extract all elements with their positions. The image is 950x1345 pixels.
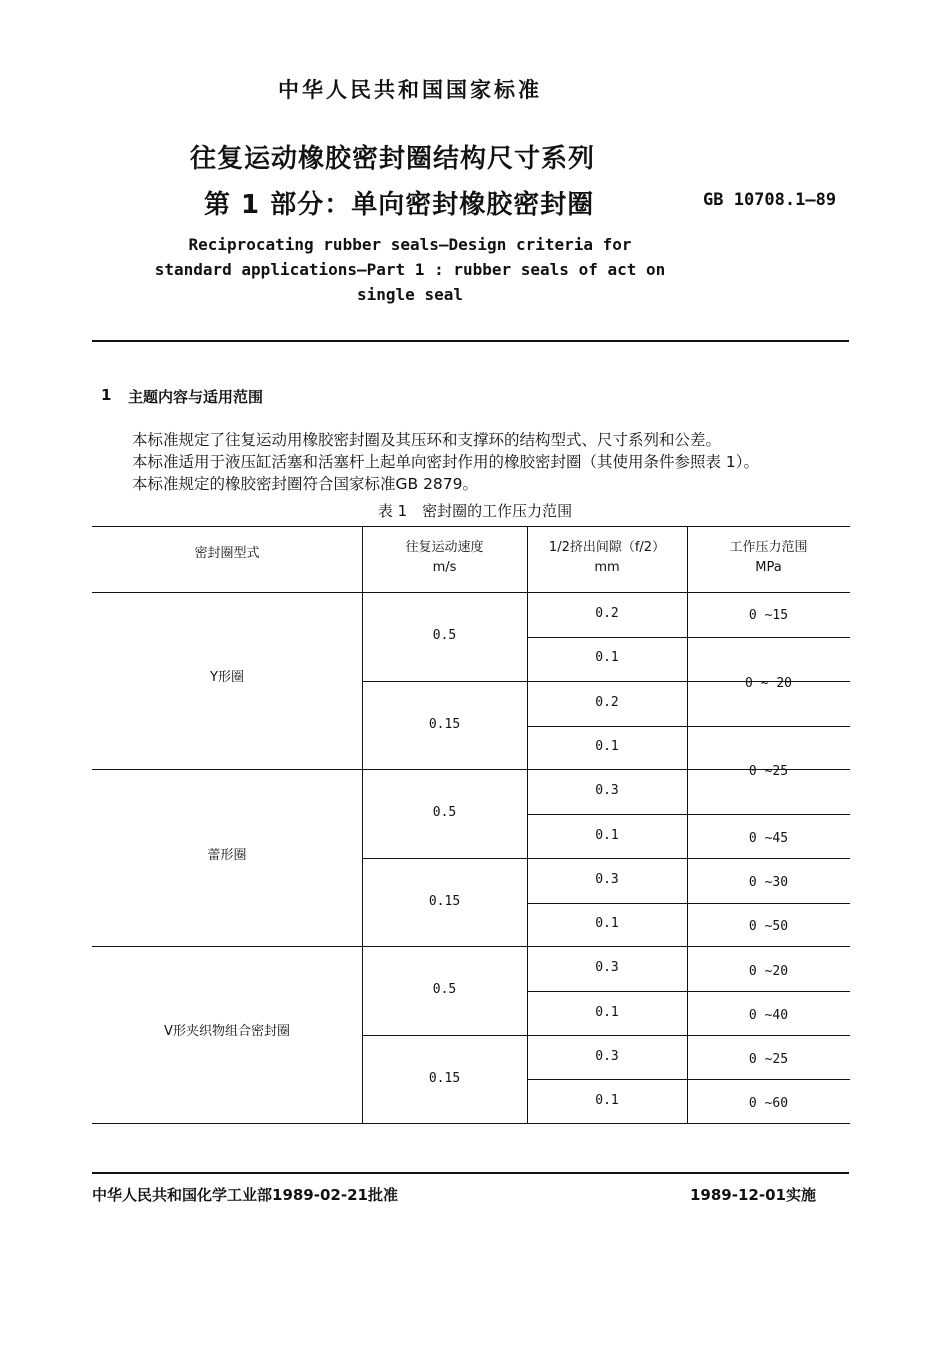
gap-cell: 0.1 xyxy=(595,1005,619,1020)
seal-type-cell: V形夹织物组合密封圈 xyxy=(164,1024,290,1039)
gap-cell: 0.3 xyxy=(595,1049,619,1064)
gap-cell: 0.1 xyxy=(595,739,619,754)
paragraph-1: 本标准规定了往复运动用橡胶密封圈及其压环和支撑环的结构型式、尺寸系列和公差。 xyxy=(132,431,722,449)
gap-cell: 0.1 xyxy=(595,1093,619,1108)
gap-divider xyxy=(527,991,687,992)
pressure-divider xyxy=(687,814,850,815)
gap-cell: 0.3 xyxy=(595,783,619,798)
pressure-cell: 0 ~20 xyxy=(748,964,789,979)
header-pressure-name: 工作压力范围 xyxy=(729,540,808,555)
footer-divider xyxy=(92,1172,849,1174)
gap-divider xyxy=(527,1079,687,1080)
pressure-cell: 0 ~45 xyxy=(748,831,789,846)
pressure-cell: 0 ~50 xyxy=(748,919,789,934)
pressure-cell: 0 ~60 xyxy=(748,1096,789,1111)
gap-cell: 0.2 xyxy=(595,606,619,621)
pressure-cell: 0 ~ 20 xyxy=(745,676,792,691)
paragraph-2: 本标准适用于液压缸活塞和活塞杆上起单向密封作用的橡胶密封圈（其使用条件参照表 1）。 xyxy=(132,453,760,471)
title-line-2: 第 1 部分：单向密封橡胶密封圈 xyxy=(204,190,595,220)
speed-cell: 0.15 xyxy=(428,1071,461,1086)
table-caption: 表 1 密封圈的工作压力范围 xyxy=(377,502,573,520)
section-number: 1 xyxy=(101,386,112,404)
gap-cell: 0.2 xyxy=(595,695,619,710)
speed-cell: 0.5 xyxy=(432,805,457,820)
title-line-1: 往复运动橡胶密封圈结构尺寸系列 xyxy=(190,144,596,174)
header-divider xyxy=(92,340,849,342)
pressure-divider xyxy=(687,991,850,992)
standard-code: GB 10708.1—89 xyxy=(703,190,837,210)
pressure-divider xyxy=(687,858,850,859)
table-top-border xyxy=(92,526,850,527)
header-pressure-unit: MPa xyxy=(755,560,782,575)
column-divider-1 xyxy=(362,526,363,1123)
header-speed-unit: m/s xyxy=(432,560,457,575)
speed-cell: 0.5 xyxy=(432,628,457,643)
pressure-divider xyxy=(687,1035,850,1036)
pressure-cell: 0 ~25 xyxy=(748,764,789,779)
english-title: Reciprocating rubber seals—Design criteria for standard applications—Part 1 : rubber seals of act on single seal xyxy=(154,235,666,304)
pressure-cell: 0 ~30 xyxy=(748,875,789,890)
gap-cell: 0.1 xyxy=(595,916,619,931)
header-speed-name: 往复运动速度 xyxy=(405,540,484,555)
pressure-cell: 0 ~40 xyxy=(748,1008,789,1023)
group-divider-2 xyxy=(92,946,850,947)
pressure-divider xyxy=(687,726,850,727)
header-gap-unit: mm xyxy=(594,560,620,575)
gap-cell: 0.1 xyxy=(595,828,619,843)
gap-cell: 0.3 xyxy=(595,872,619,887)
pressure-divider xyxy=(687,1079,850,1080)
seal-type-cell: Y形圈 xyxy=(210,670,244,685)
header-type: 密封圈型式 xyxy=(194,546,260,561)
pressure-divider xyxy=(687,637,850,638)
implementation-date: 1989-12-01实施 xyxy=(690,1186,816,1204)
paragraph-3: 本标准规定的橡胶密封圈符合国家标准GB 2879。 xyxy=(132,475,479,493)
header-bottom-border xyxy=(92,592,850,593)
standard-organization: 中华人民共和国国家标准 xyxy=(278,78,542,102)
gap-divider xyxy=(527,726,687,727)
approval-info: 中华人民共和国化学工业部1989-02-21批准 xyxy=(92,1186,398,1204)
gap-cell: 0.3 xyxy=(595,960,619,975)
header-gap-name: 1/2挤出间隙（f/2） xyxy=(548,540,666,555)
pressure-cell: 0 ~25 xyxy=(748,1052,789,1067)
gap-divider xyxy=(527,814,687,815)
table-bottom-border xyxy=(92,1123,850,1124)
pressure-divider xyxy=(687,903,850,904)
speed-cell: 0.15 xyxy=(428,894,461,909)
section-title: 主题内容与适用范围 xyxy=(128,388,264,406)
gap-divider xyxy=(527,637,687,638)
gap-divider xyxy=(527,903,687,904)
speed-cell: 0.5 xyxy=(432,982,457,997)
seal-type-cell: 蕾形圈 xyxy=(207,848,247,863)
speed-cell: 0.15 xyxy=(428,717,461,732)
pressure-cell: 0 ~15 xyxy=(748,608,789,623)
gap-cell: 0.1 xyxy=(595,650,619,665)
